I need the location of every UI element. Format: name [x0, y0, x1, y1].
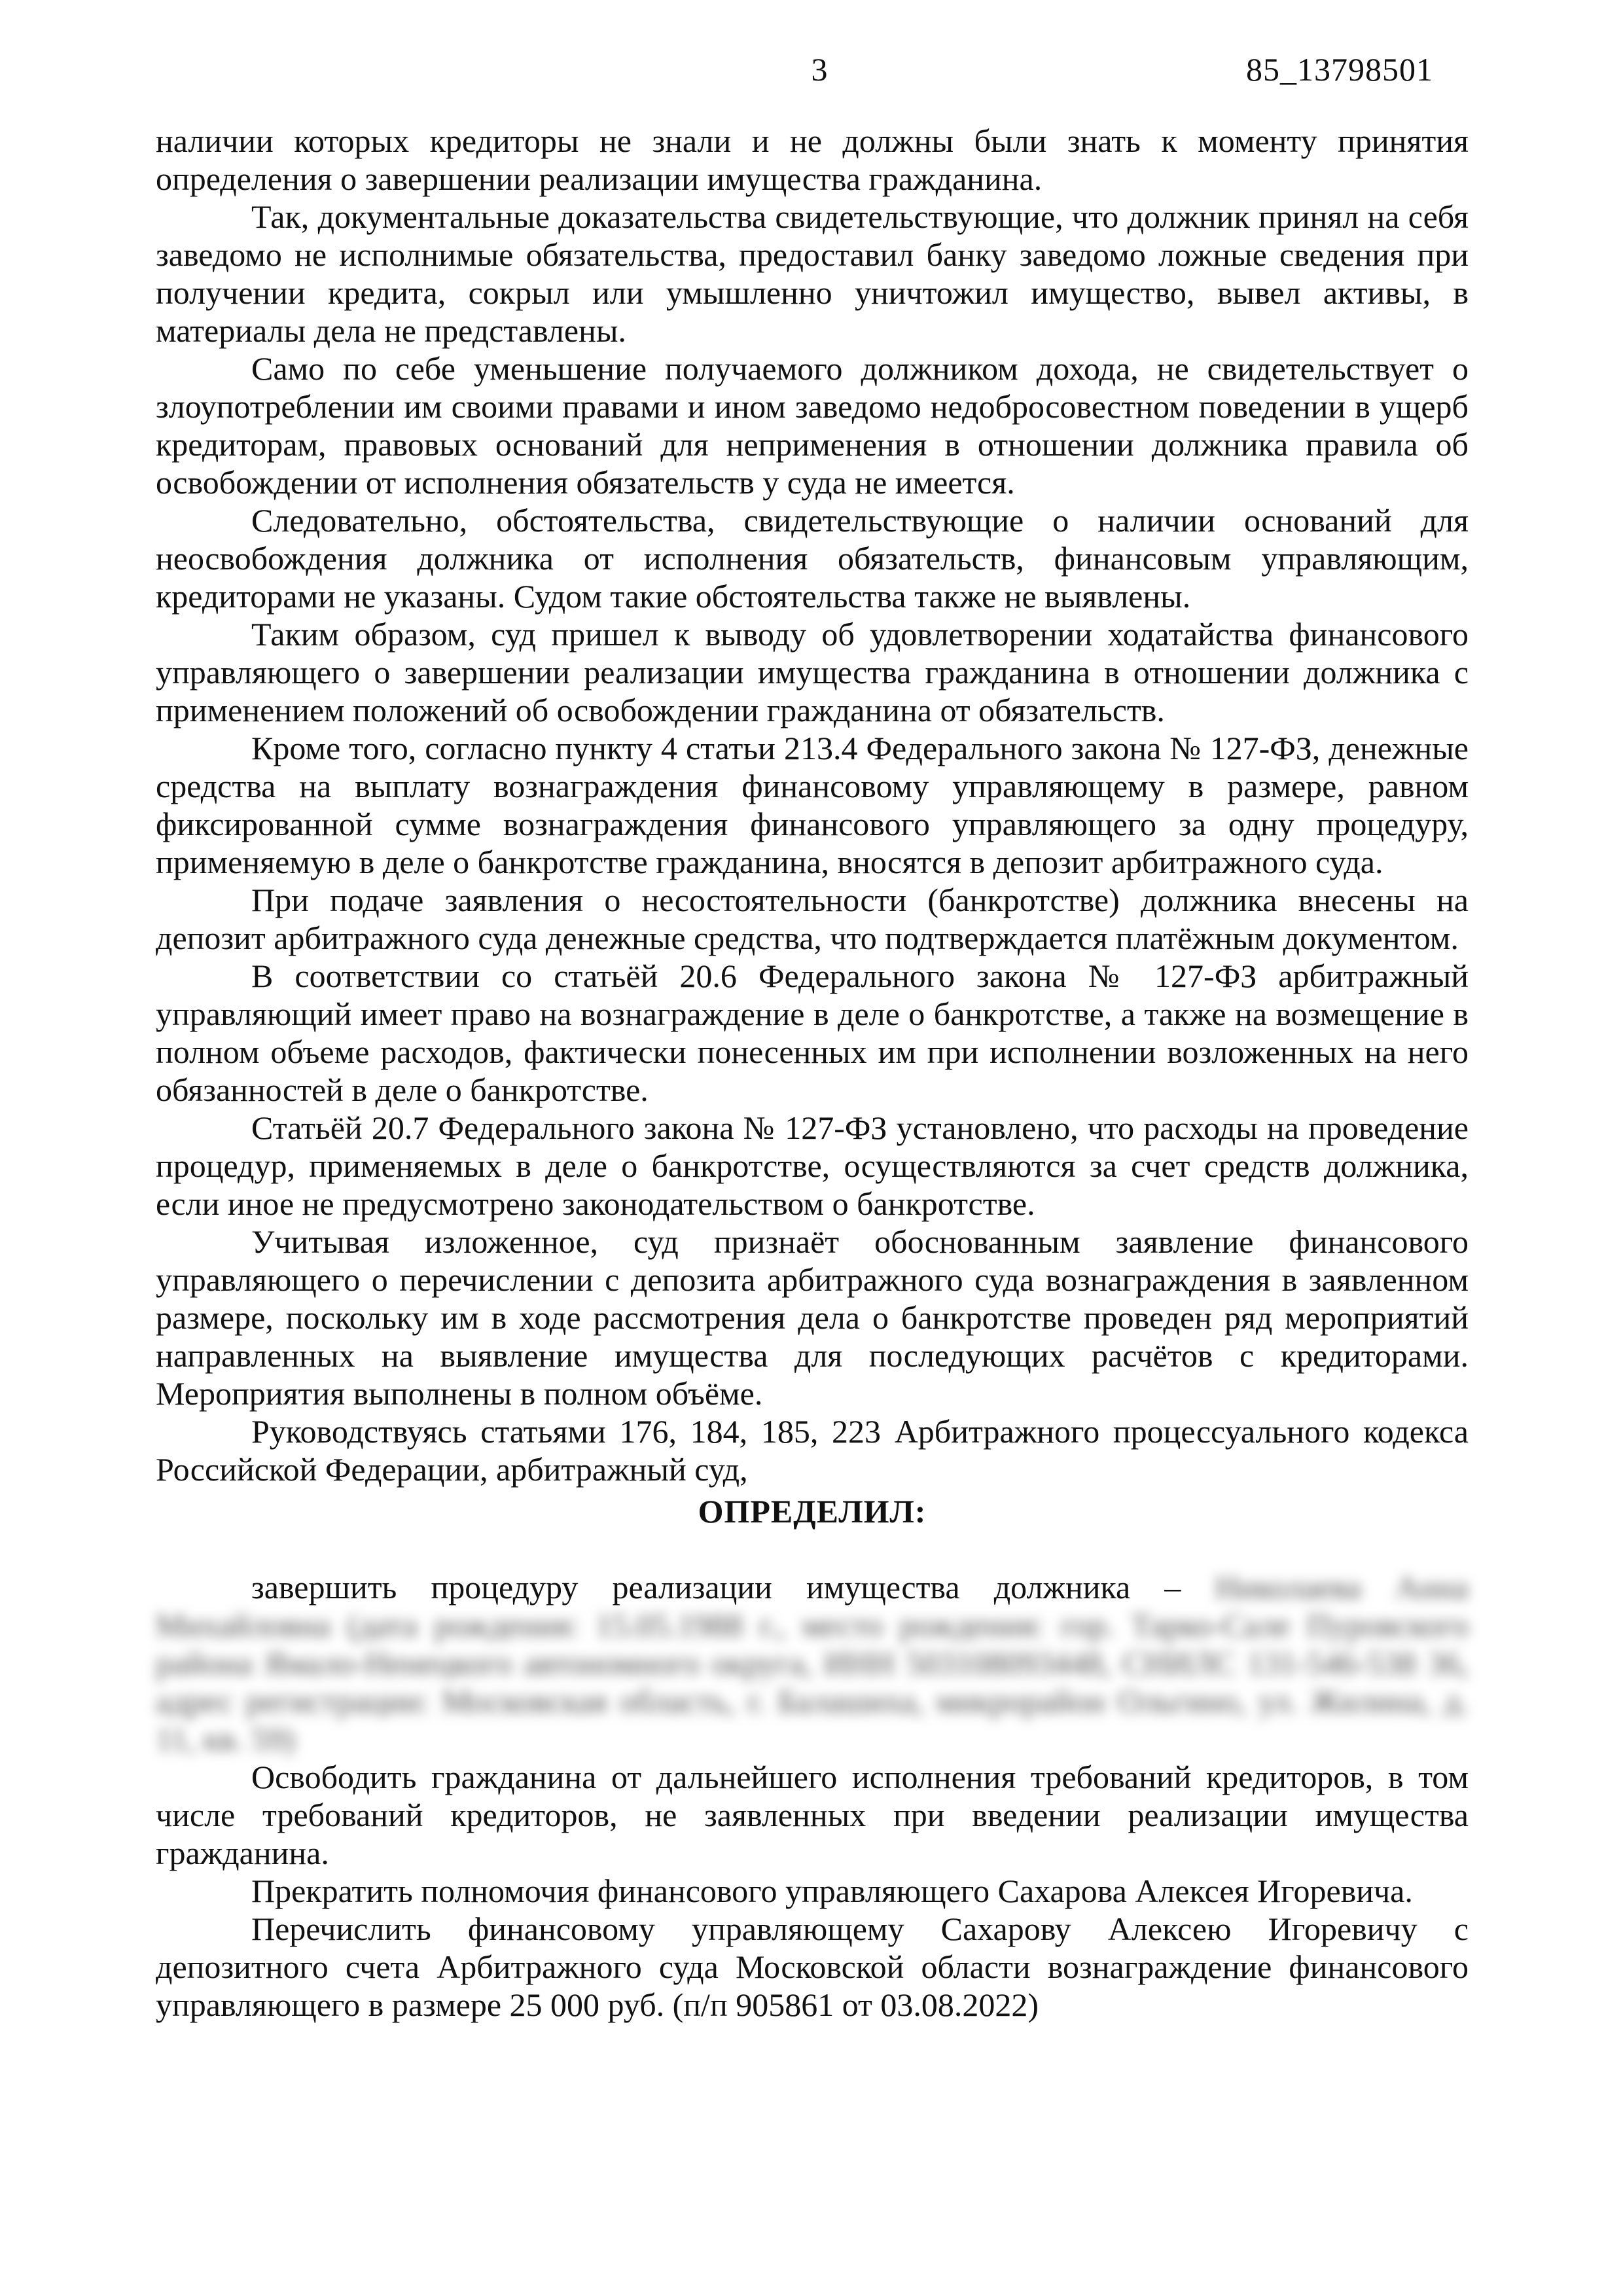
verdict-heading: ОПРЕДЕЛИЛ:: [698, 1493, 927, 1530]
verdict-paragraph: Освободить гражданина от дальнейшего исполнения требований кредиторов, в том числе требований кредиторов, не заявленных при введении реализации имущества гражданина.: [156, 1759, 1469, 1871]
document-body: [156, 122, 1469, 2024]
paragraph: Статьёй 20.7 Федерального закона № 127-ФЗ установлено, что расходы на проведение процедур, применяемых в деле о банкротстве, осуществляются за счет средств должника, если иное не предусмотрено законодательством о банкротстве.: [156, 1109, 1469, 1222]
paragraph: наличии которых кредиторы не знали и не должны были знать к моменту принятия определения о завершении реализации имущества гражданина.: [156, 122, 1469, 197]
verdict-paragraph: Перечислить финансовому управляющему Сахарову Алексею Игоревичу с депозитного счета Арбитражного суда Московской области вознаграждение финансового управляющего в размере 25 000 руб. (п/п 905861 от 03.08.2022): [156, 1910, 1469, 2023]
paragraph: Следовательно, обстоятельства, свидетельствующие о наличии оснований для неосвобождения должника от исполнения обязательств, финансовым управляющим, кредиторами не указаны. Судом такие обстоятельства также не выявлены.: [156, 502, 1469, 615]
case-number: 85_13798501: [1246, 51, 1433, 88]
paragraph: Учитывая изложенное, суд признаёт обоснованным заявление финансового управляющего о перечислении с депозита арбитражного суда вознаграждения в заявленном размере, поскольку им в ходе рассмотрения дела о банкротстве проведен ряд мероприятий направленных на выявление имущества для последующих расчётов с кредиторами. Мероприятия выполнены в полном объёме.: [156, 1223, 1469, 1412]
paragraph: Так, документальные доказательства свидетельствующие, что должник принял на себя заведомо не исполнимые обязательства, предоставил банку заведомо ложные сведения при получении кредита, сокрыл или умышленно уничтожил имущество, вывел активы, в материалы дела не представлены.: [156, 198, 1469, 349]
redacted-debtor-details: Николаева Анна Михайловна (дата рождения: 15.05.1988 г., место рождения: гор. Тарко-Сале Пуровского района Ямало-Ненецкого автономного округа, ИНН 503108093448, СНИЛС 131-546-538 36, адрес регистрации: Московская область, г. Балашиха, микрорайон Ольгино, ул. Жилина, д. 11, кв. 59): [156, 1569, 1469, 1757]
paragraph: В соответствии со статьёй 20.6 Федерального закона № 127-ФЗ арбитражный управляющий имеет право на вознаграждение в деле о банкротстве, а также на возмещение в полном объеме расходов, фактически понесенных им при исполнении возложенных на него обязанностей в деле о банкротстве.: [156, 958, 1469, 1108]
paragraph: Кроме того, согласно пункту 4 статьи 213.4 Федерального закона № 127-ФЗ, денежные средства на выплату вознаграждения финансовому управляющему в размере, равном фиксированной сумме вознаграждения финансового управляющего за одну процедуру, применяемую в деле о банкротстве гражданина, вносятся в депозит арбитражного суда.: [156, 730, 1469, 880]
page-number: 3: [811, 51, 828, 88]
paragraph: Само по себе уменьшение получаемого должником дохода, не свидетельствует о злоупотреблении им своими правами и ином заведомо недобросовестном поведении в ущерб кредиторам, правовых оснований для неприменения в отношении должника правила об освобождении от исполнения обязательств у суда не имеется.: [156, 350, 1469, 501]
paragraph: Таким образом, суд пришел к выводу об удовлетворении ходатайства финансового управляющего о завершении реализации имущества гражданина в отношении должника с применением положений об освобождении гражданина от обязательств.: [156, 616, 1469, 728]
verdict-text: завершить процедуру реализации имущества должника –: [251, 1569, 1181, 1605]
paragraph: При подаче заявления о несостоятельности (банкротстве) должника внесены на депозит арбитражного суда денежные средства, что подтверждается платёжным документом.: [156, 882, 1469, 956]
paragraph: Руководствуясь статьями 176, 184, 185, 223 Арбитражного процессуального кодекса Российской Федерации, арбитражный суд,: [156, 1413, 1469, 1488]
verdict-paragraph: Прекратить полномочия финансового управляющего Сахарова Алексея Игоревича.: [251, 1873, 1413, 1909]
verdict-paragraph: [156, 1568, 1469, 1758]
